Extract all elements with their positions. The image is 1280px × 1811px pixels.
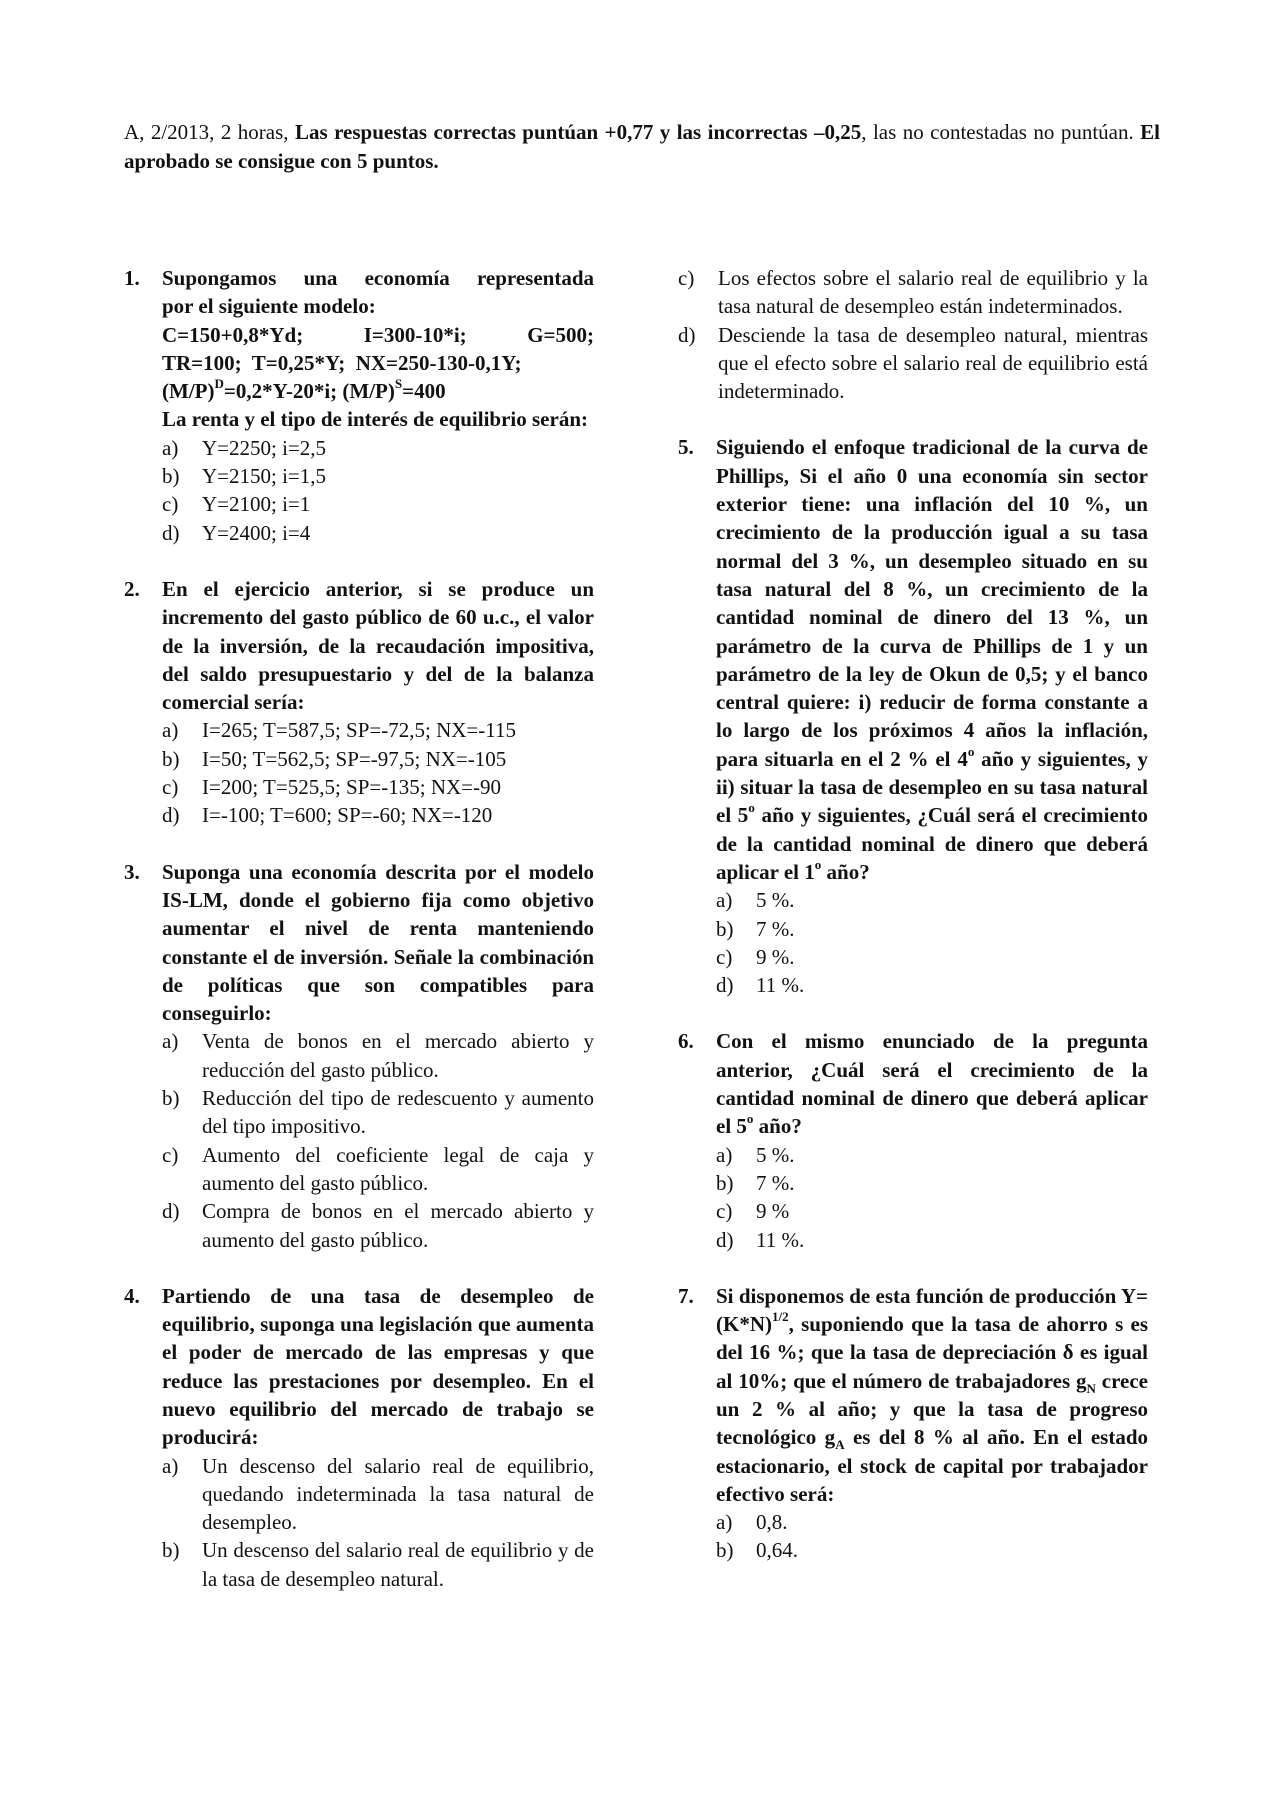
answer-options — [162, 434, 594, 547]
question-stem: Con el mismo enunciado de la pregunta anterior, ¿Cuál será el crecimiento de la cantidad nominal de dinero que deberá aplicar el 5$^o$ año? — [716, 1029, 1148, 1139]
answer-option[interactable]: b) Reducción del tipo de redescuento y aumento del tipo impositivo. — [162, 1086, 594, 1139]
answer-option[interactable]: d) Desciende la tasa de desempleo natural, mientras que el efecto sobre el salario real de equilibrio está indeterminado. — [678, 322, 1148, 404]
answer-option[interactable]: c) 9 %. — [716, 944, 795, 969]
answer-option[interactable]: c) I=200; T=525,5; SP=-135; NX=-90 — [162, 775, 501, 800]
question-stem: Si disponemos de esta función de producción $Y=(K*N)^{1/2}$, suponiendo que la tasa de ahorro s es del 16 %; que la tasa de depreciación δ es igual al 10%; que el número de trabajadores $g_N$ crece un 2 % al año; y que la tasa de progreso tecnológico $g_A$ es del 8 % al año. En el estado estacionario, el stock de capital por trabajador efectivo será: — [716, 1283, 1148, 1506]
answer-option[interactable]: b) I=50; T=562,5; SP=-97,5; NX=-105 — [162, 746, 507, 771]
question-number: 5. — [678, 435, 694, 460]
question-stem: Supongamos una economía representada por el siguiente modelo: C=150+0,8*Yd; I=300-10*i; G=500; TR=100; T=0,25*Y; NX=250-130-0,1Y; $(M/P)^D=0,2*Y-20*i$; $(M/P)^S=400$ La renta y el tipo de interés de equilibrio serán: — [162, 266, 594, 432]
answer-option[interactable]: b) 0,64. — [716, 1538, 798, 1563]
answer-option[interactable]: b) Un descenso del salario real de equilibrio y de la tasa de desempleo natural. — [162, 1538, 594, 1591]
answer-option[interactable]: a) I=265; T=587,5; SP=-72,5; NX=-115 — [162, 718, 516, 743]
question-4-continued — [678, 264, 1148, 405]
answer-option[interactable]: b) Y=2150; i=1,5 — [162, 464, 327, 489]
question-5 — [678, 433, 1148, 999]
answer-option[interactable]: c) Y=2100; i=1 — [162, 492, 311, 517]
exam-header — [124, 118, 1160, 176]
left-column — [124, 264, 594, 1593]
header-prefix: A, 2/2013, 2 horas, — [124, 120, 295, 144]
answer-option[interactable]: c) 9 % — [716, 1199, 790, 1224]
header-scoring-rule: Las respuestas correctas puntúan +0,77 y las incorrectas –0,25 — [294, 120, 862, 144]
question-6 — [678, 1027, 1148, 1253]
answer-option[interactable]: a) 0,8. — [716, 1510, 788, 1535]
answer-option[interactable]: a) Y=2250; i=2,5 — [162, 435, 327, 460]
answer-option[interactable]: b) 7 %. — [716, 1170, 795, 1195]
answer-option[interactable]: d) 11 %. — [716, 973, 805, 998]
answer-option[interactable]: a) Venta de bonos en el mercado abierto y reducción del gasto público. — [162, 1029, 594, 1082]
answer-options — [716, 1508, 1148, 1565]
question-2 — [124, 575, 594, 830]
answer-option[interactable]: c) Los efectos sobre el salario real de equilibrio y la tasa natural de desempleo están indeterminados. — [678, 266, 1148, 319]
header-middle: , las no contestadas no puntúan. — [861, 120, 1141, 144]
question-number: 1. — [124, 266, 140, 290]
answer-option[interactable]: d) Compra de bonos en el mercado abierto y aumento del gasto público. — [162, 1199, 594, 1252]
question-number: 6. — [678, 1029, 694, 1054]
answer-option[interactable]: a) Un descenso del salario real de equilibrio, quedando indeterminada la tasa natural de desempleo. — [162, 1453, 594, 1535]
question-number: 7. — [678, 1283, 694, 1308]
answer-option[interactable]: d) Y=2400; i=4 — [162, 520, 311, 545]
answer-option[interactable]: d) I=-100; T=600; SP=-60; NX=-120 — [162, 803, 493, 828]
question-7 — [678, 1282, 1148, 1565]
question-4 — [124, 1282, 594, 1593]
answer-option[interactable]: c) Aumento del coeficiente legal de caja y aumento del gasto público. — [162, 1142, 594, 1195]
answer-options — [162, 1452, 594, 1593]
question-stem: Partiendo de una tasa de desempleo de equilibrio, suponga una legislación que aumenta el poder de mercado de las empresas y que reduce las prestaciones por desempleo. En el nuevo equilibrio del mercado de trabajo se producirá: — [162, 1283, 594, 1450]
question-number: 2. — [124, 576, 140, 601]
header-pass-rule: El aprobado se consigue con 5 puntos. — [124, 120, 1160, 173]
question-number: 4. — [124, 1283, 140, 1308]
question-stem: Suponga una economía descrita por el modelo IS-LM, donde el gobierno fija como objetivo aumentar el nivel de renta manteniendo constante el de inversión. Señale la combinación de políticas que son compatibles para conseguirlo: — [162, 859, 594, 1026]
answer-option[interactable]: a) 5 %. — [716, 1142, 795, 1167]
question-stem: Siguiendo el enfoque tradicional de la curva de Phillips, Si el año 0 una economía sin sector exterior tiene: una inflación del 10 %, un crecimiento de la producción igual a su tasa normal del 3 %, un desempleo situado en su tasa natural del 8 %, un crecimiento de la cantidad nominal de dinero del 13 %, un parámetro de la curva de Phillips de 1 y un parámetro de la ley de Okun de 0,5; y el banco central quiere: i) reducir de forma constante a lo largo de los próximos 4 años la inflación, para situarla en el 2 % el 4$^o$ año y siguientes, y ii) situar la tasa de desempleo en su tasa natural el 5$^o$ año y siguientes, ¿Cuál será el crecimiento de la cantidad nominal de dinero que deberá aplicar el 1$^o$ año? — [716, 435, 1149, 884]
question-stem: En el ejercicio anterior, si se produce un incremento del gasto público de 60 u.c., el valor de la inversión, de la recaudación impositiva, del saldo presupuestario y del de la balanza comercial sería: — [162, 576, 594, 715]
answer-options — [162, 716, 594, 829]
question-number: 3. — [124, 859, 140, 884]
answer-option[interactable]: b) 7 %. — [716, 916, 795, 941]
right-column — [678, 264, 1148, 1565]
question-3 — [124, 858, 594, 1254]
answer-option[interactable]: a) 5 %. — [716, 888, 795, 913]
question-1 — [124, 264, 594, 547]
answer-options — [678, 264, 1148, 405]
answer-options — [162, 1027, 594, 1253]
answer-options — [716, 886, 1148, 999]
answer-option[interactable]: d) 11 %. — [716, 1227, 805, 1252]
answer-options — [716, 1141, 1148, 1254]
